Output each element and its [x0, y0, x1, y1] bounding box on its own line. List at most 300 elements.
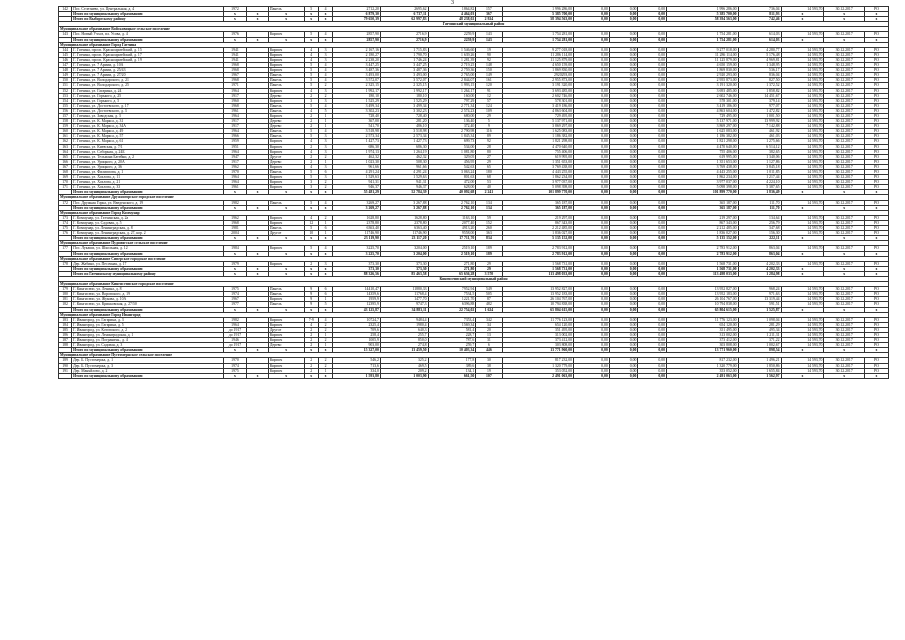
- table-cell: 546,2: [333, 358, 381, 363]
- table-cell: 2 491 063,00: [667, 373, 739, 378]
- table-cell: 2 783 912,00: [667, 251, 739, 256]
- table-cell: 1: [318, 333, 332, 338]
- table-cell: 3: [318, 175, 332, 180]
- table-cell: 160: [59, 129, 72, 134]
- table-cell: Г. Ивангород, ул. Ленинградская, д. 1: [72, 333, 223, 338]
- table-cell: 113 498 033,00: [502, 271, 574, 276]
- table-cell: 699,73: [428, 139, 476, 144]
- table-cell: 58 394 563,00: [667, 17, 739, 22]
- table-cell: x: [824, 373, 865, 378]
- table-cell: 0,00: [574, 164, 610, 169]
- table-cell: 1 568 731,00: [502, 266, 574, 271]
- table-cell: 0,00: [609, 113, 638, 118]
- table-cell: Кирпич: [268, 32, 304, 37]
- table-cell: 661,50: [428, 373, 476, 378]
- table-cell: 1975: [223, 368, 247, 373]
- table-cell: 1964: [223, 149, 247, 154]
- table-cell: x: [318, 271, 332, 276]
- table-cell: Г. Гатчина, ул. К. Маркса, д. 49: [72, 129, 223, 134]
- table-cell: 3 191 320,00: [502, 83, 574, 88]
- table-cell: 30.12.2017: [824, 98, 865, 103]
- table-cell: 898,54: [738, 348, 781, 353]
- table-cell: 3: [318, 164, 332, 169]
- table-cell: 2 573,34: [333, 134, 381, 139]
- table-cell: РО: [864, 368, 888, 373]
- table-cell: 14 593,70: [781, 200, 824, 205]
- table-cell: 486,10: [380, 124, 428, 129]
- table-cell: 157: [476, 7, 502, 12]
- table-cell: 14 593,70: [781, 139, 824, 144]
- table-cell: РО: [864, 124, 888, 129]
- table-cell: РО: [864, 139, 888, 144]
- table-cell: 4: [318, 32, 332, 37]
- table-cell: Г. Гатчина, ул. Володарского, д. 21: [72, 78, 223, 83]
- table-cell: 2 844,07: [428, 78, 476, 83]
- table-cell: Панель: [268, 134, 304, 139]
- table-cell: 6 737,11: [380, 12, 428, 17]
- table-cell: 0,00: [609, 154, 638, 159]
- table-cell: 1982: [223, 200, 247, 205]
- table-cell: 5: [304, 78, 318, 83]
- table-cell: 2 955 873,00: [667, 78, 739, 83]
- table-cell: 1 351 653,00: [502, 159, 574, 164]
- table-cell: Кирпич: [268, 98, 304, 103]
- table-cell: 3 693 485,00: [502, 88, 574, 93]
- table-cell: Панель: [268, 200, 304, 205]
- table-cell: 28: [476, 144, 502, 149]
- table-cell: 462,32: [380, 154, 428, 159]
- table-cell: 0,00: [609, 363, 638, 368]
- table-cell: x: [864, 12, 888, 17]
- table-cell: Итого по муниципальному образованию: [72, 37, 223, 42]
- table-cell: 0,00: [574, 83, 610, 88]
- table-cell: 0,00: [638, 17, 667, 22]
- table-cell: Г. Ивангород, ул. Котовского, д. 2: [72, 327, 223, 332]
- table-cell: x: [304, 12, 318, 17]
- table-cell: 14 593,70: [781, 180, 824, 185]
- table-cell: РО: [864, 220, 888, 225]
- table-cell: 30.12.2017: [824, 317, 865, 322]
- table-cell: 0,00: [638, 333, 667, 338]
- table-cell: 0,00: [574, 363, 610, 368]
- table-cell: 14 593,70: [781, 73, 824, 78]
- table-cell: 0,00: [609, 368, 638, 373]
- table-cell: 0,00: [574, 292, 610, 297]
- table-cell: 946,37: [380, 185, 428, 190]
- table-cell: x: [781, 266, 824, 271]
- table-cell: 14 593,70: [781, 144, 824, 149]
- table-cell: 0,00: [609, 175, 638, 180]
- table-cell: Панель: [268, 108, 304, 113]
- table-cell: 4: [304, 149, 318, 154]
- table-cell: 91: [476, 88, 502, 93]
- table-cell: 9558,00: [428, 231, 476, 236]
- table-cell: 654 120,00: [502, 322, 574, 327]
- table-cell: 5: [304, 83, 318, 88]
- table-cell: 4: [318, 317, 332, 322]
- table-cell: 736,04: [738, 7, 781, 12]
- table-cell: 614,03: [738, 37, 781, 42]
- table-cell: x: [247, 266, 268, 271]
- table-cell: 0,00: [609, 231, 638, 236]
- table-cell: 27: [476, 154, 502, 159]
- table-cell: 30.12.2017: [824, 302, 865, 307]
- table-cell: 456,95: [428, 159, 476, 164]
- table-cell: 3 769 438,00: [667, 164, 739, 169]
- table-cell: Дер. Жабино, ул. Песочная, д. 17: [72, 261, 223, 266]
- table-cell: 4: [318, 7, 332, 12]
- table-cell: 4 650 159,00: [502, 63, 574, 68]
- table-cell: 2: [318, 83, 332, 88]
- table-cell: 1968: [223, 220, 247, 225]
- table-cell: Кирпич: [268, 358, 304, 363]
- table-cell: РО: [864, 144, 888, 149]
- table-cell: 0,00: [609, 190, 638, 195]
- table-cell: Итого по муниципальному образованию: [72, 12, 223, 17]
- table-cell: x: [268, 190, 304, 195]
- table-cell: 591,51: [738, 302, 781, 307]
- table-cell: x: [824, 251, 865, 256]
- table-cell: 183: [59, 317, 72, 322]
- table-cell: 3 499,34: [380, 103, 428, 108]
- table-cell: 0,00: [638, 124, 667, 129]
- table-cell: 3 447,25: [333, 63, 381, 68]
- table-cell: x: [864, 236, 888, 241]
- table-cell: 0,00: [638, 93, 667, 98]
- table-cell: 755 406,00: [667, 149, 739, 154]
- table-cell: 30.12.2017: [824, 180, 865, 185]
- table-cell: 177,8: [428, 358, 476, 363]
- table-cell: 1 211,31: [738, 333, 781, 338]
- table-cell: 0,00: [574, 78, 610, 83]
- table-cell: 578 301,00: [502, 98, 574, 103]
- table-cell: Итого по муниципальному образованию: [72, 236, 223, 241]
- table-cell: 255,7: [380, 333, 428, 338]
- table-cell: 0,00: [609, 93, 638, 98]
- table-cell: 58 394 563,00: [502, 17, 574, 22]
- table-cell: 148: [476, 63, 502, 68]
- table-cell: 313 002,00: [502, 333, 574, 338]
- table-cell: 0,00: [574, 215, 610, 220]
- table-cell: 88 326,56: [333, 271, 381, 276]
- table-cell: 181: [59, 297, 72, 302]
- table-cell: 2: [304, 333, 318, 338]
- table-cell: 0,00: [609, 297, 638, 302]
- table-cell: x: [223, 307, 247, 312]
- table-cell: Итого по Выборгскому району: [72, 17, 223, 22]
- table-cell: 14 593,70: [781, 368, 824, 373]
- table-cell: 14 593,70: [781, 215, 824, 220]
- table-cell: x: [223, 12, 247, 17]
- table-cell: 2 491 063,00: [502, 373, 574, 378]
- table-cell: 107: [476, 373, 502, 378]
- table-cell: 0,00: [574, 180, 610, 185]
- table-cell: 3 447,25: [380, 63, 428, 68]
- table-cell: 1 836 027,00: [502, 231, 574, 236]
- table-cell: 1 754 281,00: [502, 37, 574, 42]
- table-cell: x: [318, 251, 332, 256]
- section-title: Муниципальное образование Город Ивангород: [59, 312, 889, 317]
- table-cell: 176: [59, 231, 72, 236]
- table-cell: 30.12.2017: [824, 63, 865, 68]
- table-cell: РО: [864, 108, 888, 113]
- table-cell: 0,00: [638, 327, 667, 332]
- table-cell: 14 451,67: [738, 93, 781, 98]
- table-cell: x: [318, 236, 332, 241]
- table-cell: Другое: [268, 154, 304, 159]
- table-cell: x: [318, 348, 332, 353]
- table-cell: 0,00: [609, 220, 638, 225]
- table-cell: 1917: [223, 93, 247, 98]
- table-cell: 4 443 255,00: [502, 170, 574, 175]
- table-cell: 640,3: [380, 327, 428, 332]
- table-cell: 0,00: [609, 129, 638, 134]
- table-cell: 30.12.2017: [824, 73, 865, 78]
- table-cell: 1628,80: [380, 215, 428, 220]
- table-cell: Кирпич: [268, 185, 304, 190]
- table-cell: Итого по муниципальному образованию: [72, 373, 223, 378]
- table-cell: 146: [59, 57, 72, 62]
- table-cell: 0,00: [638, 63, 667, 68]
- table-cell: 2325,4: [333, 322, 381, 327]
- table-cell: РО: [864, 57, 888, 62]
- table-cell: 9: [304, 292, 318, 297]
- table-cell: 4 969,81: [738, 57, 781, 62]
- table-cell: 3: [318, 261, 332, 266]
- table-cell: 30.12.2017: [824, 297, 865, 302]
- table-cell: 2004: [223, 231, 247, 236]
- table-cell: 0,00: [638, 129, 667, 134]
- table-cell: 834: [476, 236, 502, 241]
- table-cell: 9484,4: [380, 317, 428, 322]
- table-cell: 9: [304, 287, 318, 292]
- table-cell: 3: [318, 98, 332, 103]
- table-cell: 2: [318, 338, 332, 343]
- table-cell: x: [318, 12, 332, 17]
- table-cell: Панель: [268, 226, 304, 231]
- table-cell: Кирпич: [268, 322, 304, 327]
- table-cell: 1 836 027,00: [667, 231, 739, 236]
- table-cell: 4: [304, 57, 318, 62]
- table-cell: Г. Гатчина, ул. Киевская, д. 7/1: [72, 144, 223, 149]
- table-cell: 0,00: [609, 134, 638, 139]
- table-cell: 191: [59, 368, 72, 373]
- table-cell: 143: [59, 32, 72, 37]
- table-cell: 14 593,70: [781, 7, 824, 12]
- table-cell: 1 821 298,00: [502, 139, 574, 144]
- table-cell: 373,30: [333, 261, 381, 266]
- table-cell: 1 427,73: [380, 139, 428, 144]
- table-cell: 1: [318, 220, 332, 225]
- table-cell: РО: [864, 185, 888, 190]
- table-cell: 124: [476, 103, 502, 108]
- table-cell: 0,00: [638, 226, 667, 231]
- table-cell: 30.12.2017: [824, 327, 865, 332]
- table-cell: x: [268, 373, 304, 378]
- table-cell: 4: [304, 322, 318, 327]
- table-cell: Панель: [268, 7, 304, 12]
- table-cell: [59, 373, 72, 378]
- table-cell: 152: [59, 88, 72, 93]
- table-cell: 0,00: [638, 149, 667, 154]
- table-cell: 30.12.2017: [824, 47, 865, 52]
- table-cell: 1971: [223, 83, 247, 88]
- table-cell: РО: [864, 88, 888, 93]
- table-cell: Итого по муниципальному образованию: [72, 307, 223, 312]
- table-cell: 0,00: [574, 297, 610, 302]
- table-cell: 5: [304, 7, 318, 12]
- table-cell: 156: [59, 108, 72, 113]
- table-cell: 6: [318, 287, 332, 292]
- table-cell: 1966: [223, 134, 247, 139]
- table-cell: 0,00: [638, 52, 667, 57]
- table-cell: 151: [59, 83, 72, 88]
- table-cell: 14 593,70: [781, 287, 824, 292]
- table-cell: 189: [476, 251, 502, 256]
- table-cell: 184: [59, 322, 72, 327]
- table-cell: 0,00: [638, 215, 667, 220]
- table-cell: 156,30: [738, 231, 781, 236]
- table-cell: РО: [864, 154, 888, 159]
- table-cell: 1964: [223, 180, 247, 185]
- section-title: Муниципальное образование Пудомягское сельское поселение: [59, 241, 889, 246]
- table-cell: 0,00: [574, 302, 610, 307]
- table-cell: 14 593,70: [781, 134, 824, 139]
- table-cell: 4: [304, 215, 318, 220]
- table-cell: 1221,70: [428, 297, 476, 302]
- table-cell: 968,24: [738, 287, 781, 292]
- table-cell: 863,04: [738, 246, 781, 251]
- table-cell: 0,00: [574, 154, 610, 159]
- table-cell: 53: [476, 180, 502, 185]
- table-cell: x: [268, 251, 304, 256]
- table-cell: 30.12.2017: [824, 159, 865, 164]
- table-cell: x: [318, 373, 332, 378]
- table-cell: Пос. Дружная Горка, ул. Введенского, д. 19: [72, 200, 223, 205]
- table-cell: 116: [476, 129, 502, 134]
- table-cell: 177: [59, 246, 72, 251]
- table-cell: x: [304, 236, 318, 241]
- table-cell: 0,00: [638, 144, 667, 149]
- table-cell: 0,00: [638, 338, 667, 343]
- table-cell: 1 081,80: [428, 149, 476, 154]
- table-cell: 149: [59, 73, 72, 78]
- table-cell: x: [268, 271, 304, 276]
- table-cell: 4: [304, 52, 318, 57]
- table-cell: 0,00: [574, 266, 610, 271]
- table-cell: 1962: [223, 215, 247, 220]
- table-cell: Г. Гатчина, ул. Тельмана Батейки, д. 2: [72, 154, 223, 159]
- table-cell: 4 291,24: [380, 170, 428, 175]
- table-cell: 5: [304, 170, 318, 175]
- table-cell: 30.12.2017: [824, 149, 865, 154]
- table-cell: x: [864, 266, 888, 271]
- section-title: Муниципальное образование Дружногорское городское поселение: [59, 195, 889, 200]
- table-cell: до 1917: [223, 327, 247, 332]
- table-cell: 1 992,17: [380, 88, 428, 93]
- table-cell: 0,00: [574, 190, 610, 195]
- table-cell: 148: [59, 68, 72, 73]
- table-cell: 14 593,70: [781, 327, 824, 332]
- table-cell: 30.12.2017: [824, 129, 865, 134]
- table-cell: 1 993,15: [428, 83, 476, 88]
- table-cell: 143: [476, 37, 502, 42]
- table-cell: 505: [476, 292, 502, 297]
- table-cell: 367,00: [333, 119, 381, 124]
- table-cell: 817 232,00: [502, 358, 574, 363]
- table-cell: 153: [59, 93, 72, 98]
- table-cell: 4: [304, 108, 318, 113]
- table-cell: 495,34: [738, 327, 781, 332]
- table-cell: 30.12.2017: [824, 261, 865, 266]
- table-cell: 0,00: [638, 164, 667, 169]
- table-cell: 2857,90: [333, 37, 381, 42]
- table-cell: 373 412,00: [502, 338, 574, 343]
- table-cell: 256,79: [738, 220, 781, 225]
- table-cell: до 1917: [223, 343, 247, 348]
- table-cell: 811,93: [738, 12, 781, 17]
- table-cell: 30.12.2017: [824, 368, 865, 373]
- table-cell: 0,00: [609, 17, 638, 22]
- table-cell: 365 187,00: [667, 200, 739, 205]
- table-cell: 30.12.2017: [824, 170, 865, 175]
- table-cell: РО: [864, 200, 888, 205]
- table-cell: 34: [476, 322, 502, 327]
- table-cell: 5: [304, 63, 318, 68]
- table-cell: 1 845,34: [428, 134, 476, 139]
- table-cell: x: [247, 190, 268, 195]
- table-cell: 174: [59, 220, 72, 225]
- table-cell: 0,00: [638, 185, 667, 190]
- table-cell: 1 372,52: [738, 83, 781, 88]
- table-cell: 14 593,70: [781, 261, 824, 266]
- table-cell: 2 765,00: [428, 73, 476, 78]
- table-cell: 801,63: [428, 175, 476, 180]
- table-cell: 0,00: [638, 220, 667, 225]
- table-cell: 2 783 912,00: [667, 246, 739, 251]
- table-cell: 2: [304, 338, 318, 343]
- table-cell: РО: [864, 159, 888, 164]
- table-cell: 4 443 255,00: [667, 170, 739, 175]
- section-title: Муниципальное образование Пустомержское сельское поселение: [59, 353, 889, 358]
- table-cell: 13 771 960,00: [502, 348, 574, 353]
- table-cell: 941,31: [333, 180, 381, 185]
- table-cell: x: [247, 37, 268, 42]
- table-cell: РО: [864, 129, 888, 134]
- table-cell: 628,00: [428, 185, 476, 190]
- table-cell: 190: [59, 363, 72, 368]
- table-cell: 1 546,60: [428, 47, 476, 52]
- table-cell: 867 343,00: [667, 220, 739, 225]
- table-cell: 1 320 779,00: [667, 363, 739, 368]
- table-cell: 0,00: [609, 52, 638, 57]
- table-cell: 1 011,85: [738, 170, 781, 175]
- table-cell: 185: [59, 327, 72, 332]
- table-cell: 29: [476, 266, 502, 271]
- table-cell: 0,00: [609, 348, 638, 353]
- table-cell: x: [318, 17, 332, 22]
- table-cell: x: [304, 190, 318, 195]
- table-cell: 461,92: [738, 129, 781, 134]
- table-cell: 2 238,20: [333, 57, 381, 62]
- table-cell: Г. Кингисепп, ул. Воровского, д. 19: [72, 292, 223, 297]
- table-cell: 0,00: [609, 63, 638, 68]
- table-cell: 30.12.2017: [824, 200, 865, 205]
- table-cell: 0,00: [609, 7, 638, 12]
- table-cell: 175: [59, 226, 72, 231]
- table-cell: 1946: [223, 338, 247, 343]
- table-cell: РО: [864, 246, 888, 251]
